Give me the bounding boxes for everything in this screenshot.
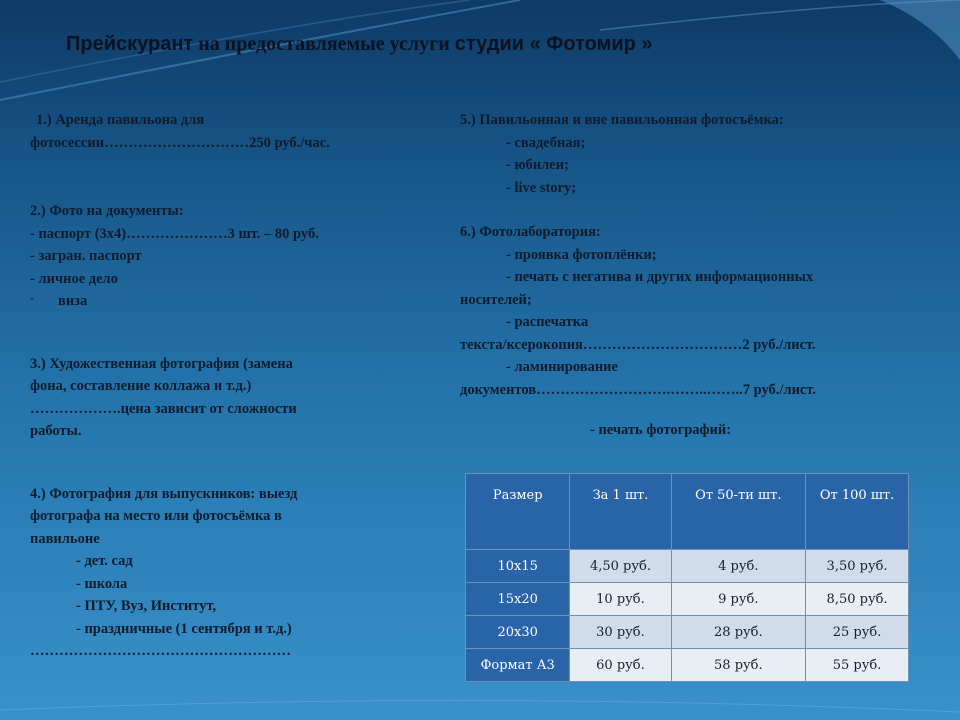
left-column — [30, 109, 425, 663]
table-header-row — [466, 474, 909, 550]
table-cell-size: 10х15 — [466, 550, 570, 583]
table-cell: 60 руб. — [570, 649, 671, 682]
service-6-item-print-negative-cont: носителей; — [460, 291, 532, 308]
bullet-dash: - — [30, 291, 34, 305]
service-6-item-printout: - распечатка — [506, 314, 589, 330]
service-6-item-lamination: - ламинирование — [506, 359, 618, 375]
table-cell: 3,50 руб. — [806, 550, 909, 583]
service-3-line-3: ……………….цена зависит от сложности — [30, 400, 297, 417]
table-cell: 30 руб. — [570, 616, 671, 649]
right-column — [460, 109, 930, 442]
service-2-item-visa — [30, 290, 425, 313]
service-5-item-anniversary: - юбилеи; — [506, 157, 569, 173]
table-row — [466, 550, 909, 583]
service-6-item-photo-print: - печать фотографий: — [590, 422, 732, 438]
service-4-item-holidays: - праздничные (1 сентября и т.д.) — [76, 620, 292, 637]
service-4-item-school: - школа — [76, 575, 128, 592]
table-cell-size: 20х30 — [466, 616, 570, 649]
table-row — [466, 583, 909, 616]
table-cell: 8,50 руб. — [806, 583, 909, 616]
service-6-item-print-negative: - печать с негатива и других информационных — [506, 269, 814, 285]
service-4-line-1: 4.) Фотография для выпускников: выезд — [30, 485, 298, 502]
title-part2: на предоставляемые услуги — [193, 33, 455, 55]
visa-label: виза — [58, 293, 88, 309]
service-2-item-zagran: - загран. паспорт — [30, 248, 142, 264]
table-header-100: От 100 шт. — [806, 474, 909, 550]
service-4-item-kindergarten: - дет. сад — [76, 553, 133, 569]
service-3-line-2: фона, составление коллажа и т.д.) — [30, 378, 252, 394]
service-6-title: 6.) Фотолаборатория: — [460, 224, 601, 240]
table-header-50: От 50-ти шт. — [671, 474, 806, 550]
service-2-item-personal: - личное дело — [30, 270, 118, 287]
service-6-item-lamination-price: документов……………………….……..……..7 руб./лист. — [460, 381, 817, 398]
table-header-size: Размер — [466, 474, 570, 550]
price-table — [465, 473, 909, 682]
table-cell: 25 руб. — [806, 616, 909, 649]
service-4-line-3: павильоне — [30, 530, 100, 547]
service-6-item-film: - проявка фотоплёнки; — [506, 246, 657, 263]
table-cell: 4 руб. — [671, 550, 806, 583]
page-title — [66, 33, 946, 56]
table-row — [466, 616, 909, 649]
table-cell: 4,50 руб. — [570, 550, 671, 583]
service-4-dots: ……………………………………………… — [30, 643, 291, 659]
service-5-title: 5.) Павильонная и вне павильонная фотосъёмка: — [460, 112, 784, 128]
table-cell-size: Формат А3 — [466, 649, 570, 682]
table-cell: 10 руб. — [570, 583, 671, 616]
service-5-item-live-story: - live story; — [506, 179, 577, 196]
service-2-title: 2.) Фото на документы: — [30, 203, 184, 219]
table-cell-size: 15х20 — [466, 583, 570, 616]
title-part1: Прейскурант — [66, 33, 194, 55]
table-cell: 55 руб. — [806, 649, 909, 682]
service-1-line-1: 1.) Аренда павильона для — [36, 112, 205, 128]
service-4-line-2: фотографа на место или фотосъёмка в — [30, 508, 282, 524]
title-part3: студии « Фотомир » — [454, 33, 653, 55]
service-6-item-printout-price: текста/ксерокопия……………………………2 руб./лист. — [460, 336, 816, 353]
table-header-single: За 1 шт. — [570, 474, 671, 550]
table-cell: 9 руб. — [671, 583, 806, 616]
table-cell: 58 руб. — [671, 649, 806, 682]
service-4-item-university: - ПТУ, Вуз, Институт, — [76, 598, 217, 614]
service-3-line-4: работы. — [30, 423, 82, 439]
table-row — [466, 649, 909, 682]
table-cell: 28 руб. — [671, 616, 806, 649]
service-2-item-passport: - паспорт (3х4)…………………3 шт. – 80 руб. — [30, 225, 319, 242]
service-5-item-wedding: - свадебная; — [506, 134, 586, 151]
service-1-line-2: фотосессии…………………………250 руб./час. — [30, 134, 330, 151]
service-3-line-1: 3.) Художественная фотография (замена — [30, 355, 293, 372]
